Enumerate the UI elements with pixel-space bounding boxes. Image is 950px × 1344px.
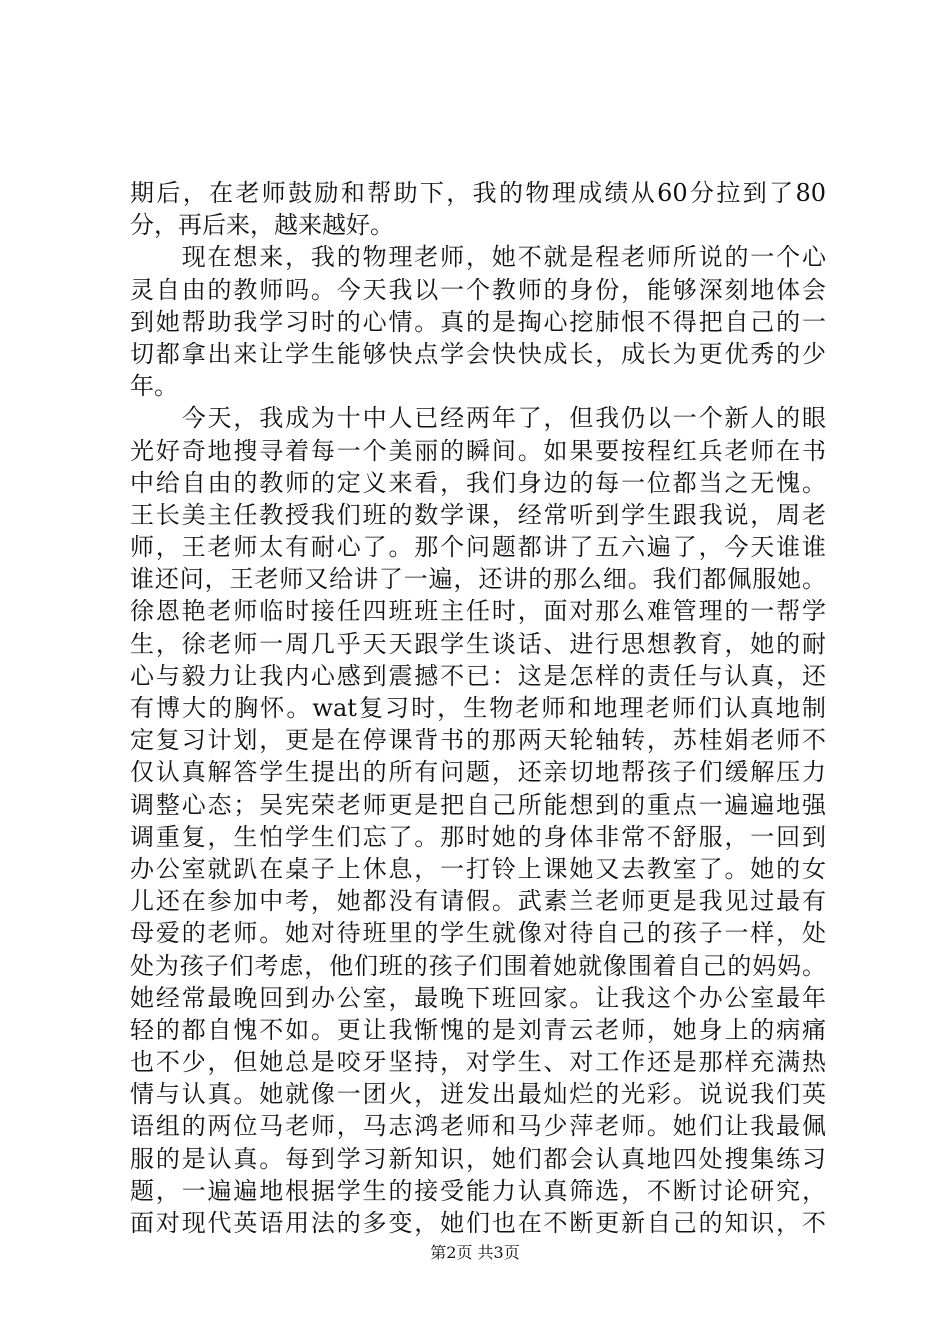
- text-line: 也不少，但她总是咬牙坚持，对学生、对工作还是那样充满热: [130, 1048, 826, 1077]
- text-line: 有博大的胸怀。wat复习时，生物老师和地理老师们认真地制: [130, 694, 826, 722]
- text-line: 她经常最晚回到办公室，最晚下班回家。让我这个办公室最年: [130, 983, 826, 1012]
- text-line: 办公室就趴在桌子上休息，一打铃上课她又去教室了。她的女: [130, 854, 826, 883]
- text-line: 服的是认真。每到学习新知识，她们都会认真地四处搜集练习: [130, 1144, 826, 1173]
- text-line: 面对现代英语用法的多变，她们也在不断更新自己的知识，不: [130, 1209, 826, 1237]
- text-line: 师，王老师太有耐心了。那个问题都讲了五六遍了，今天谁谁: [130, 533, 826, 562]
- text-line: 到她帮助我学习时的心情。真的是掏心挖肺恨不得把自己的一: [130, 307, 826, 336]
- text-line: 情与认真。她就像一团火，迸发出最灿烂的光彩。说说我们英: [130, 1080, 826, 1109]
- text-line: 处为孩子们考虑，他们班的孩子们围着她就像围着自己的妈妈。: [130, 951, 826, 980]
- text-line: 灵自由的教师吗。今天我以一个教师的身份，能够深刻地体会: [130, 275, 826, 304]
- text-line: 年。: [130, 372, 178, 401]
- text-line: 分，再后来，越来越好。: [130, 211, 394, 240]
- body-text: [130, 177, 826, 1239]
- text-line: 光好奇地搜寻着每一个美丽的瞬间。如果要按程红兵老师在书: [130, 436, 826, 465]
- text-line: 切都拿出来让学生能够快点学会快快成长，成长为更优秀的少: [130, 339, 826, 368]
- text-line: 轻的都自愧不如。更让我惭愧的是刘青云老师，她身上的病痛: [130, 1015, 826, 1044]
- text-line: 谁还问，王老师又给讲了一遍，还讲的那么细。我们都佩服她。: [130, 565, 826, 594]
- text-line: 仅认真解答学生提出的所有问题，还亲切地帮孩子们缓解压力: [130, 758, 826, 787]
- text-line: 调重复，生怕学生们忘了。那时她的身体非常不舒服，一回到: [130, 822, 826, 851]
- page-number-footer: 第2页 共3页: [430, 1243, 520, 1262]
- text-line: 儿还在参加中考，她都没有请假。武素兰老师更是我见过最有: [130, 887, 826, 916]
- text-line: 王长美主任教授我们班的数学课，经常听到学生跟我说，周老: [130, 500, 826, 529]
- text-line: 心与毅力让我内心感到震撼不已：这是怎样的责任与认真，还: [130, 661, 826, 690]
- text-line: 中给自由的教师的定义来看，我们身边的每一位都当之无愧。: [130, 468, 826, 497]
- text-line: 今天，我成为十中人已经两年了，但我仍以一个新人的眼: [130, 404, 826, 433]
- text-line: 期后，在老师鼓励和帮助下，我的物理成绩从60分拉到了80: [130, 179, 826, 207]
- text-line: 题，一遍遍地根据学生的接受能力认真筛选，不断讨论研究，: [130, 1176, 826, 1205]
- text-line: 定复习计划，更是在停课背书的那两天轮轴转，苏桂娟老师不: [130, 726, 826, 755]
- text-line: 生，徐老师一周几乎天天跟学生谈话、进行思想教育，她的耐: [130, 629, 826, 658]
- text-line: 语组的两位马老师，马志鸿老师和马少萍老师。她们让我最佩: [130, 1112, 826, 1141]
- text-line: 现在想来，我的物理老师，她不就是程老师所说的一个心: [130, 243, 826, 272]
- text-line: 徐恩艳老师临时接任四班班主任时，面对那么难管理的一帮学: [130, 597, 826, 626]
- text-line: 母爱的老师。她对待班里的学生就像对待自己的孩子一样，处: [130, 919, 826, 948]
- text-line: 调整心态；吴宪荣老师更是把自己所能想到的重点一遍遍地强: [130, 790, 826, 819]
